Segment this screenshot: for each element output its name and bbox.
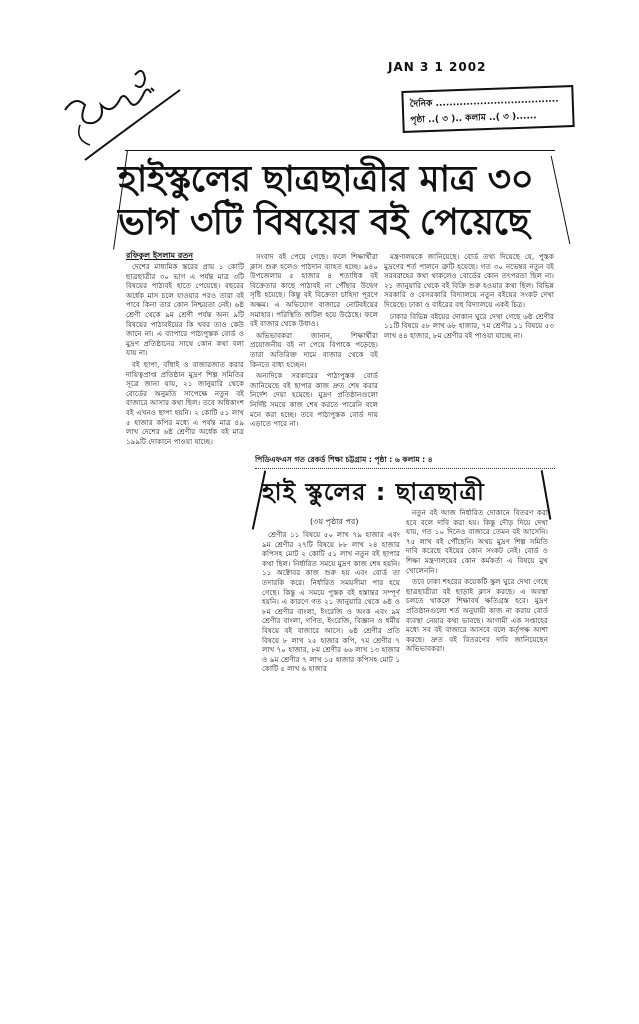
article-footer: পিডিএফএস গত রেকর্ড শিক্ষা চট্টগ্রাম : পৃষ্ঠা : ৬ কলাম : ৪ bbox=[255, 455, 433, 464]
paragraph: সংবাদ বই পেয়ে গেছে। ফলে শিক্ষার্থীরা ক্লাস শুরু হলেও পাঠদান ব্যাহত হচ্ছে। ৯৪০ উপজেলায় ৫ হাজার ৪ শতাধিক বই বিক্রেতার কাছে পাঠ্যবই না পৌঁছার উদ্বেগ সৃষ্টি হয়েছে। কিন্তু বই বিক্রেতা চাহিদা পূরণে অক্ষম। এ অভিযোগ বাজারে নোটবইয়ের সমাহার। পরিস্থিতি জটিল হয়ে উঠেছে। ফলে বই বাজার থেকে উধাও। bbox=[250, 252, 378, 329]
headline-line-1: হাইস্কুলের ছাত্রছাত্রীর মাত্র ৩০ bbox=[118, 159, 534, 200]
divider bbox=[255, 468, 555, 469]
continuation-column-b bbox=[406, 508, 548, 808]
stamp-page-value: ৩ bbox=[441, 114, 449, 125]
headline-line-2: ভাগ ৩টি বিষয়ের বই পেয়েছে bbox=[118, 202, 530, 243]
continuation-column-a bbox=[262, 530, 400, 812]
byline: রফিকুল ইসলাম রতন bbox=[126, 251, 194, 260]
continuation-headline: হাই স্কুলের : ছাত্রছাত্রী bbox=[262, 478, 485, 506]
paragraph: অভিভাবকরা জানান, শিক্ষার্থীরা প্রয়োজনীয় বই না পেয়ে বিপাকে পড়েছে। তারা অতিরিক্ত দামে বাজার থেকে বই কিনতে বাধ্য হচ্ছেন। bbox=[250, 330, 378, 369]
paragraph: বই ছাপা, বাঁধাই ও বাজারজাত করার দায়িত্বপ্রাপ্ত প্রতিষ্ঠান মুদ্রণ শিল্প সমিতির সূত্রে জানা যায়, ২১ জানুয়ারি থেকে বোর্ডের অনুমতি সাপেক্ষে নতুন বই বাজারে আসার কথা ছিল। তবে অধিকাংশ বই এখনও ছাপা হয়নি। ২ কোটি ৫১ লাখ ৫ হাজার কপির মধ্যে এ পর্যন্ত মাত্র ৪৯ লাখ দেশের ৬ষ্ঠ শ্রেণীর অর্ধেক বই মাত্র ১৯৯টি দোকানে পাওয়া যাচ্ছে। bbox=[126, 359, 244, 446]
paragraph: মন্ত্রণালয়কে জানিয়েছে। বোর্ড তথ্য দিয়েছে যে, পুস্তক মুদ্রণের শর্ত পালনে ত্রুটি হয়েছে। গত ৩০ নভেম্বর নতুন বই সরবরাহের কথা থাকলেও বোর্ডের কোন তৎপরতা ছিল না। ২১ জানুয়ারি থেকে বই বিক্রি শুরু হওয়ার কথা ছিল। বিভিন্ন সরকারি ও বেসরকারি বিদ্যালয়ে নতুন বইয়ের সংকট দেখা দিয়েছে। ঢাকা ও বাইরের বহু বিদ্যালয়ে একই চিত্র। bbox=[384, 252, 554, 309]
stamp-column-label: কলাম bbox=[465, 113, 487, 124]
article-column-3 bbox=[384, 252, 554, 452]
handwritten-signature bbox=[55, 50, 185, 170]
paragraph: ঢাকার বিভিন্ন বইয়ের দোকান ঘুরে দেখা গেছে ৬ষ্ঠ শ্রেণীর ১১টি বিষয়ে ৫৮ লাখ ৬৮ হাজার, ৭ম শ্রেণীর ১১ বিষয়ে ৫৩ লাখ ৪৪ হাজার, ৮ম শ্রেণীর বই পাওয়া যাচ্ছে না। bbox=[384, 311, 554, 340]
clipping-edge bbox=[125, 150, 555, 151]
paragraph: তবে ঢাকা শহরের কয়েকটি স্কুল ঘুরে দেখা গেছে ছাত্রছাত্রীরা বই ছাড়াই ক্লাস করছে। এ অবস্থা চলতে থাকলে শিক্ষাবর্ষ ক্ষতিগ্রস্ত হবে। মুদ্রণ প্রতিষ্ঠানগুলো শর্ত অনুযায়ী কাজ না করায় বোর্ড ব্যবস্থা নেয়ার কথা ভাবছে। আগামী এক সপ্তাহের মধ্যে সব বই বাজারে আসবে বলে কর্তৃপক্ষ আশা করছে। দ্রুত বই বিতরণের দাবি জানিয়েছেন অভিভাবকরা। bbox=[406, 577, 548, 654]
paragraph: অন্যদিকে সরকারের পাঠ্যপুস্তক বোর্ড জানিয়েছে বই ছাপার কাজ দ্রুত শেষ করার নির্দেশ দেয়া হয়েছে। মুদ্রণ প্রতিষ্ঠানগুলো নির্দিষ্ট সময়ে কাজ শেষ করতে পারেনি বলে মনে করা হচ্ছে। তবে পাঠ্যপুস্তক বোর্ড দায় এড়াতে পারে না। bbox=[250, 371, 378, 429]
stamp-column-value: ৩ bbox=[502, 112, 510, 123]
stamp-page-label: পৃষ্ঠা bbox=[410, 115, 426, 126]
continuation-subtitle: (৩য় পৃষ্ঠার পর) bbox=[310, 517, 359, 526]
stamp-paper-label: দৈনিক bbox=[409, 98, 433, 110]
date-stamp: JAN 3 1 2002 bbox=[388, 60, 487, 74]
article-column-2 bbox=[250, 252, 378, 452]
paragraph: নতুন বই আজ নির্ধারিত দোকানে বিতরণ করা হবে বলে দাবি করা হয়। কিন্তু দৌড় দিয়ে দেখা যায়, গত ১০ দিনেও বাজারে তেমন বই আসেনি। ৭৫ লাখ বই পৌঁছেনি। অথচ মুদ্রণ শিল্প সমিতি দাবি করেছে বইয়ের কোন সংকট নেই। বোর্ড ও শিক্ষা মন্ত্রণালয়ের কোন কর্মকর্তা এ বিষয়ে মুখ খোলেননি। bbox=[406, 508, 548, 575]
newspaper-stamp: দৈনিক .................................... পৃষ্ঠা ..( ৩ ).. কলাম ..( ৩ )...... bbox=[401, 85, 574, 133]
article-column-1 bbox=[126, 262, 244, 452]
paragraph: শ্রেণীর ১১ বিষয়ে ৫০ লাখ ৭৯ হাজার এবং ৯ম শ্রেণীর ২৭টি বিষয়ে ৮৮ লাখ ২৪ হাজার কপিসহ মোট ২ কোটি ৫১ লাখ নতুন বই ছাপার কথা ছিল। নির্ধারিত সময়ে মুদ্রণ কাজ শেষ হয়নি। ১১ অক্টোবর কাজ শুরু হয় এবং বোর্ড তা তদারকি করে। নির্ধারিত সময়সীমা পার হয়ে গেছে। কিন্তু এ সময়ে পুস্তক বই হস্তান্তর সম্পূর্ণ হয়নি। এ কারণে গত ২১ জানুয়ারি থেকে ৬ষ্ঠ ও ৮ম শ্রেণীর বাংলা, ইংরেজি ও অংক এবং ৯ম শ্রেণীর বাংলা, গণিত, ইংরেজি, বিজ্ঞান ও ধর্মীয় বিষয়ে বই বাজারে আসে। ৬ষ্ঠ শ্রেণীর প্রতি বিষয়ে ৮ লাখ ২৫ হাজার কপি, ৭ম শ্রেণীর ৭ লাখ ৭০ হাজার, ৮ম শ্রেণীর ৬৬ লাখ ১৩ হাজার ও ৯ম শ্রেণীর ৭ লাখ ১৫ হাজার কপিসহ মোট ১ কোটি ৫ লাখ ৬ হাজার bbox=[262, 530, 400, 674]
paragraph: দেশের মাধ্যমিক স্তরের প্রায় ১ কোটি ছাত্রছাত্রীর ৩০ ভাগ এ পর্যন্ত মাত্র ৩টি বিষয়ের পাঠ্যবই হাতে পেয়েছে। বছরের অর্ধেক মাস চলে যাওয়ার পরও তারা বই পাবে কিনা তার কোন নিশ্চয়তা নেই। ৬ষ্ঠ শ্রেণী থেকে ৯ম শ্রেণী পর্যন্ত অন্য ৯টি বিষয়ের পাঠ্যবইয়ের কি খবর তাও কেউ জানে না। এ ব্যাপারে পাঠ্যপুস্তক বোর্ড ও মুদ্রণ প্রতিষ্ঠানের সাথে কোন কথা বলা যায় না। bbox=[126, 262, 244, 358]
